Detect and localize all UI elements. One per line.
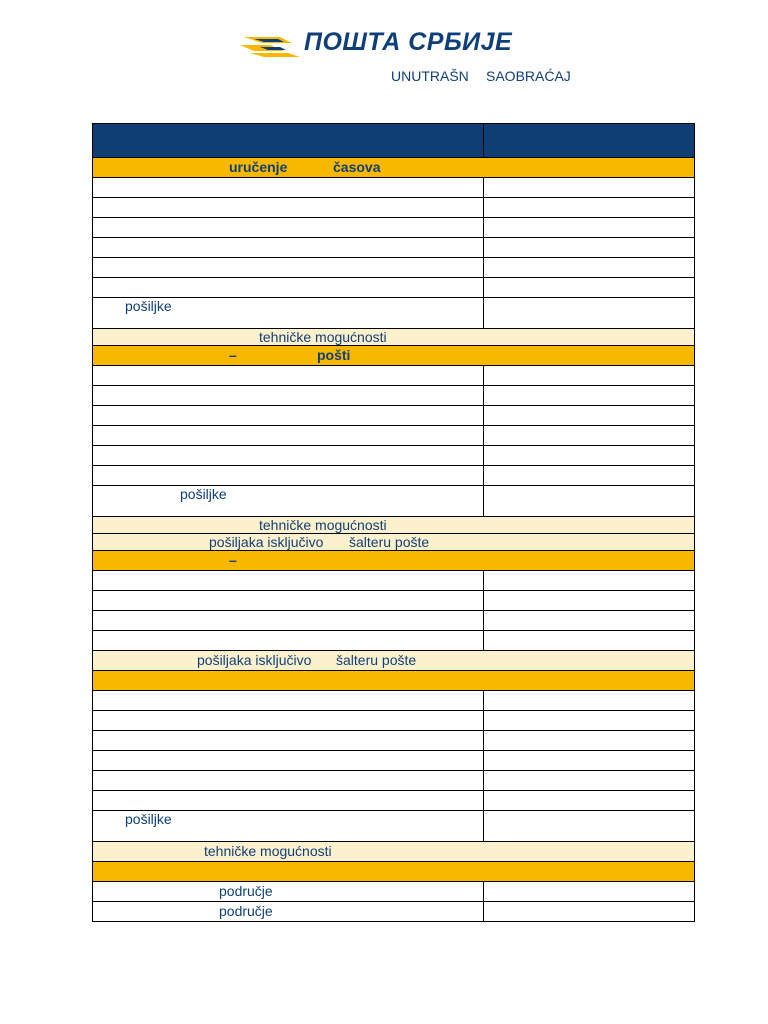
table-row [92, 178, 695, 198]
table-row [92, 198, 695, 218]
note-text-a: pošiljaka isključivo [209, 534, 324, 550]
subtitle-part2: SAOBRAĆAJ [486, 68, 571, 84]
section-header-2 [92, 346, 695, 366]
section-2-label-b: pošti [317, 347, 351, 363]
table-row [92, 902, 695, 922]
tariff-table [92, 123, 695, 922]
section-header-4 [92, 671, 695, 691]
table-row [92, 771, 695, 791]
table-row [92, 691, 695, 711]
table-row [92, 731, 695, 751]
table-row [92, 466, 695, 486]
section-2-label-a: – [229, 347, 237, 363]
logo-wordmark: ПОШТА СРБИЈЕ [304, 28, 513, 56]
section-3-label-a: – [229, 552, 237, 568]
section-1-label-a: uručenje [229, 159, 288, 175]
section-1-label-b: časova [333, 159, 381, 175]
table-row [92, 711, 695, 731]
table-row [92, 406, 695, 426]
table-row [92, 591, 695, 611]
table-row [92, 446, 695, 466]
row-label: pošiljke [180, 486, 227, 502]
note-text: tehničke mogućnosti [259, 517, 387, 533]
table-row [92, 426, 695, 446]
table-row [92, 631, 695, 651]
note-text-b: šalteru pošte [336, 652, 417, 668]
section-header-5 [92, 862, 695, 882]
table-row [92, 486, 695, 517]
section-header-1 [92, 158, 695, 178]
table-row [92, 278, 695, 298]
note-text: tehničke mogućnosti [204, 843, 332, 859]
subtitle-part1: UNUTRAŠN [391, 68, 469, 84]
posta-srbije-logo [240, 30, 540, 62]
table-row [92, 258, 695, 278]
note-row [92, 651, 695, 671]
table-row [92, 611, 695, 631]
table-row [92, 791, 695, 811]
section-header-3 [92, 551, 695, 571]
note-text-b: šalteru pošte [349, 534, 430, 550]
table-row [92, 218, 695, 238]
row-label: područje [219, 883, 273, 899]
note-row [92, 842, 695, 862]
note-row [92, 329, 695, 346]
note-text: tehničke mogućnosti [259, 329, 387, 345]
logo-wing-icon [240, 33, 302, 59]
table-row [92, 386, 695, 406]
table-row [92, 298, 695, 329]
row-label: pošiljke [125, 811, 172, 827]
row-label: pošiljke [125, 298, 172, 314]
note-row [92, 517, 695, 534]
table-row [92, 882, 695, 902]
note-text-a: pošiljaka isključivo [197, 652, 312, 668]
row-label: područje [219, 903, 273, 919]
note-row [92, 534, 695, 551]
table-row [92, 238, 695, 258]
table-row [92, 811, 695, 842]
table-row [92, 571, 695, 591]
table-header-row [92, 123, 695, 158]
table-row [92, 366, 695, 386]
table-row [92, 751, 695, 771]
